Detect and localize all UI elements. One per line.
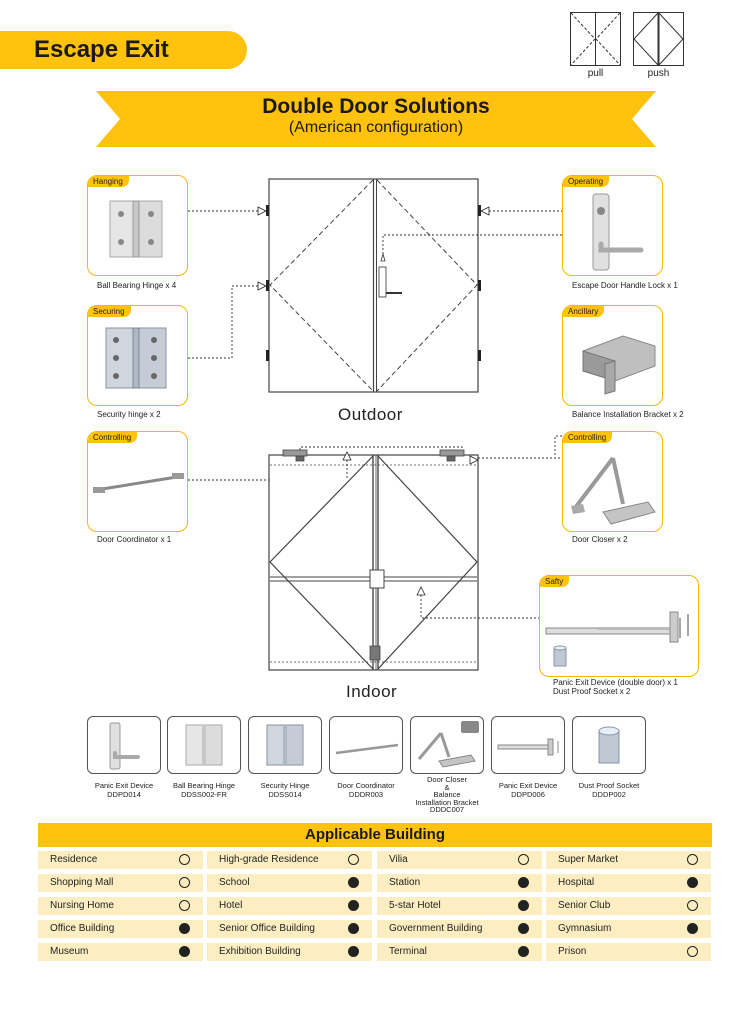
card-tag: Hanging: [88, 176, 129, 187]
building-cell: [377, 943, 542, 961]
empty-circle-icon: [687, 900, 698, 911]
building-label: 5-star Hotel: [389, 900, 441, 911]
building-label: Hotel: [219, 900, 243, 911]
door-closer-icon: [563, 432, 663, 532]
building-label: School: [219, 877, 250, 888]
product-caption: Security Hinge DDSS014: [260, 781, 310, 799]
door-coordinator-icon: [330, 717, 402, 773]
thumb-panic-exit-ddpd014[interactable]: [87, 716, 161, 774]
building-label: Hospital: [558, 877, 595, 888]
caption-door-coordinator: Door Coordinator x 1: [97, 535, 172, 544]
building-label: Vilia: [389, 854, 408, 865]
filled-circle-icon: [518, 877, 529, 888]
building-cell: [546, 897, 711, 915]
building-label: Prison: [558, 946, 587, 957]
panic-exit-device-icon: [540, 576, 699, 677]
filled-circle-icon: [687, 923, 698, 934]
caption-ancillary: Balance Installation Bracket x 2: [572, 410, 684, 419]
card-tag: Ancillary: [563, 306, 604, 317]
building-label: Exhibition Building: [219, 946, 301, 957]
empty-circle-icon: [179, 877, 190, 888]
building-cell: [38, 851, 203, 869]
caption-securing: Security hinge x 2: [97, 410, 161, 419]
building-label: Station: [389, 877, 421, 888]
outdoor-door-frame: [269, 179, 478, 392]
pull-label: pull: [587, 68, 604, 79]
security-hinge-icon: [249, 717, 321, 773]
building-cell: [207, 851, 372, 869]
building-cell: [377, 920, 542, 938]
building-cell: [546, 943, 711, 961]
building-cell: [546, 920, 711, 938]
building-cell: [38, 897, 203, 915]
building-cell: [207, 943, 372, 961]
product-caption: Door Coordinator DDDR003: [337, 781, 395, 799]
thumb-door-closer[interactable]: [410, 716, 484, 774]
door-closer-icon: [411, 717, 483, 773]
building-cell: [38, 874, 203, 892]
empty-circle-icon: [179, 854, 190, 865]
filled-circle-icon: [518, 923, 529, 934]
escape-door-handle-icon: [563, 176, 663, 276]
card-tag: Securing: [88, 306, 131, 317]
card-tag: Safty: [540, 576, 569, 587]
balance-bracket-icon: [563, 306, 663, 406]
escape-door-handle-icon: [88, 717, 160, 773]
building-label: Museum: [50, 946, 89, 957]
product-caption: Door Closer & Balance Installation Bracket DDDC007: [415, 775, 479, 814]
building-cell: [377, 851, 542, 869]
caption-operating: Escape Door Handle Lock x 1: [572, 281, 678, 290]
card-operating[interactable]: [562, 175, 663, 276]
building-cell: [377, 897, 542, 915]
caption-hanging: Ball Bearing Hinge x 4: [97, 281, 177, 290]
card-door-closer[interactable]: [562, 431, 663, 532]
card-hanging[interactable]: [87, 175, 188, 276]
applicable-building-title: Applicable Building: [38, 823, 712, 847]
card-tag: Controlling: [563, 432, 612, 443]
building-cell: [546, 874, 711, 892]
building-label: Residence: [50, 854, 98, 865]
ball-bearing-hinge-icon: [168, 717, 240, 773]
thumb-panic-exit-ddpd006[interactable]: [491, 716, 565, 774]
filled-circle-icon: [179, 946, 190, 957]
building-label: Senior Office Building: [219, 923, 315, 934]
building-cell: [207, 920, 372, 938]
product-caption: Ball Bearing Hinge DDSS002-FR: [172, 781, 236, 799]
building-label: Nursing Home: [50, 900, 114, 911]
pull-diagram-icon: [570, 12, 621, 66]
card-securing[interactable]: [87, 305, 188, 406]
dust-proof-socket-icon: [573, 717, 645, 773]
building-label: Super Market: [558, 854, 619, 865]
empty-circle-icon: [348, 854, 359, 865]
banner-subtitle: (American configuration): [288, 119, 464, 136]
empty-circle-icon: [518, 854, 529, 865]
thumb-security-hinge[interactable]: [248, 716, 322, 774]
building-label: Senior Club: [558, 900, 611, 911]
card-ancillary[interactable]: [562, 305, 663, 406]
door-coordinator-icon: [88, 432, 188, 532]
panic-exit-device-icon: [492, 717, 564, 773]
security-hinge-icon: [88, 306, 188, 406]
filled-circle-icon: [348, 877, 359, 888]
page-title: Escape Exit: [0, 31, 247, 69]
product-caption: Dust Proof Socket DDDP002: [578, 781, 640, 799]
product-caption: Panic Exit Device DDPD014: [94, 781, 154, 799]
filled-circle-icon: [348, 923, 359, 934]
building-label: Shopping Mall: [50, 877, 114, 888]
building-label: Gymnasium: [558, 923, 612, 934]
filled-circle-icon: [348, 900, 359, 911]
card-tag: Controlling: [88, 432, 137, 443]
building-label: Terminal: [389, 946, 427, 957]
building-cell: [377, 874, 542, 892]
ball-bearing-hinge-icon: [88, 176, 188, 276]
filled-circle-icon: [687, 877, 698, 888]
empty-circle-icon: [179, 900, 190, 911]
building-label: High-grade Residence: [219, 854, 319, 865]
building-cell: [38, 920, 203, 938]
empty-circle-icon: [687, 946, 698, 957]
building-label: Government Building: [389, 923, 483, 934]
thumb-dust-proof-socket[interactable]: [572, 716, 646, 774]
outdoor-label: Outdoor: [338, 405, 403, 424]
product-caption: Panic Exit Device DDPD006: [498, 781, 558, 799]
building-cell: [38, 943, 203, 961]
caption-safety-1: Panic Exit Device (double door) x 1: [553, 678, 678, 687]
push-label: push: [647, 68, 670, 79]
thumb-ball-bearing-hinge[interactable]: [167, 716, 241, 774]
push-diagram-icon: [633, 12, 684, 66]
building-cell: [207, 897, 372, 915]
filled-circle-icon: [518, 900, 529, 911]
filled-circle-icon: [179, 923, 190, 934]
indoor-label: Indoor: [346, 682, 398, 701]
card-door-coordinator[interactable]: [87, 431, 188, 532]
banner-title: Double Door Solutions: [262, 95, 490, 118]
caption-door-closer: Door Closer x 2: [572, 535, 628, 544]
card-safety[interactable]: [539, 575, 699, 677]
building-cell: [207, 874, 372, 892]
filled-circle-icon: [518, 946, 529, 957]
empty-circle-icon: [687, 854, 698, 865]
caption-safety-2: Dust Proof Socket x 2: [553, 687, 631, 696]
card-tag: Operating: [563, 176, 609, 187]
building-cell: [546, 851, 711, 869]
building-label: Office Building: [50, 923, 115, 934]
thumb-door-coordinator[interactable]: [329, 716, 403, 774]
filled-circle-icon: [348, 946, 359, 957]
